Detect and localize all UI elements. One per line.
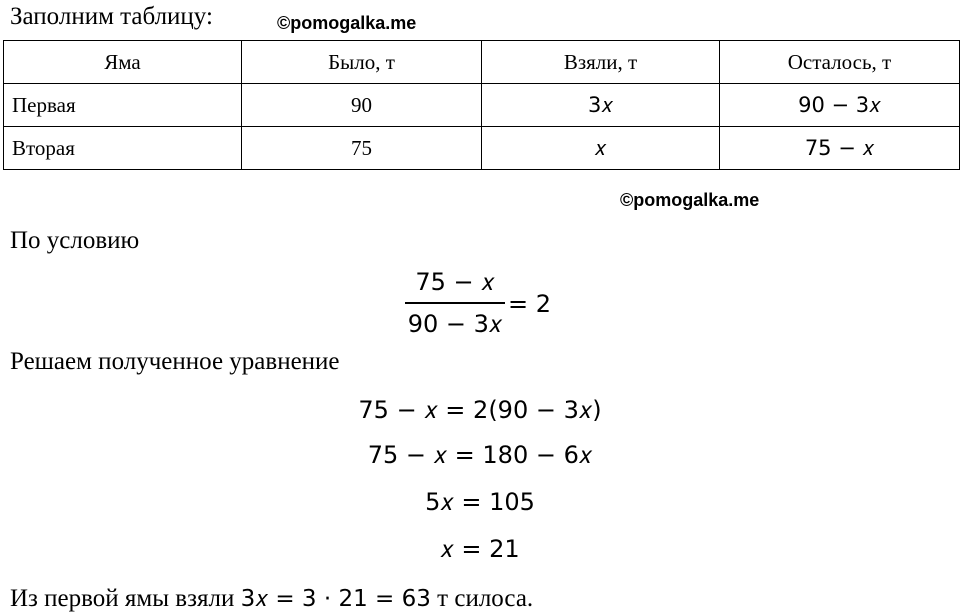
- cell-left: 90 − 3𝑥: [720, 84, 960, 127]
- answer-formula: 3𝑥 = 3 ⋅ 21 = 63: [240, 586, 431, 612]
- condition-text: По условию: [10, 227, 140, 254]
- cell-name: Вторая: [4, 127, 242, 170]
- watermark-top: ©pomogalka.me: [277, 13, 417, 33]
- cell-was: 75: [242, 127, 482, 170]
- answer-text-after: т силоса.: [437, 585, 534, 612]
- header-cell-vzyali: Взяли, т: [482, 41, 720, 84]
- fraction-denominator: 90 − 3𝑥: [407, 310, 503, 338]
- watermark-mid: ©pomogalka.me: [620, 190, 760, 210]
- cell-was: 90: [242, 84, 482, 127]
- fraction: [405, 268, 505, 338]
- cell-name: Первая: [4, 84, 242, 127]
- header-cell-ostalos: Осталось, т: [720, 41, 960, 84]
- answer-text-before: Из первой ямы взяли: [10, 585, 235, 612]
- equation-line: 𝑥 = 21: [440, 535, 520, 563]
- equation-line: 75 − 𝑥 = 2(90 − 3𝑥): [358, 396, 602, 424]
- intro-text: Заполним таблицу:: [10, 3, 213, 30]
- fraction-rhs: = 2: [508, 290, 552, 318]
- cell-taken: 𝑥: [482, 127, 720, 170]
- header-cell-bylo: Было, т: [242, 41, 482, 84]
- header-cell-yama: Яма: [4, 41, 242, 84]
- cell-taken: 3𝑥: [482, 84, 720, 127]
- equation-line: 5𝑥 = 105: [425, 488, 535, 516]
- solve-text: Решаем полученное уравнение: [10, 348, 340, 375]
- table-row: [4, 127, 960, 170]
- fraction-numerator: 75 − 𝑥: [415, 268, 495, 296]
- answer-line: [10, 586, 533, 611]
- equation-line: 75 − 𝑥 = 180 − 6𝑥: [367, 441, 593, 469]
- data-table: [3, 40, 960, 170]
- cell-left: 75 − 𝑥: [720, 127, 960, 170]
- table-row: [4, 84, 960, 127]
- table-header-row: [4, 41, 960, 84]
